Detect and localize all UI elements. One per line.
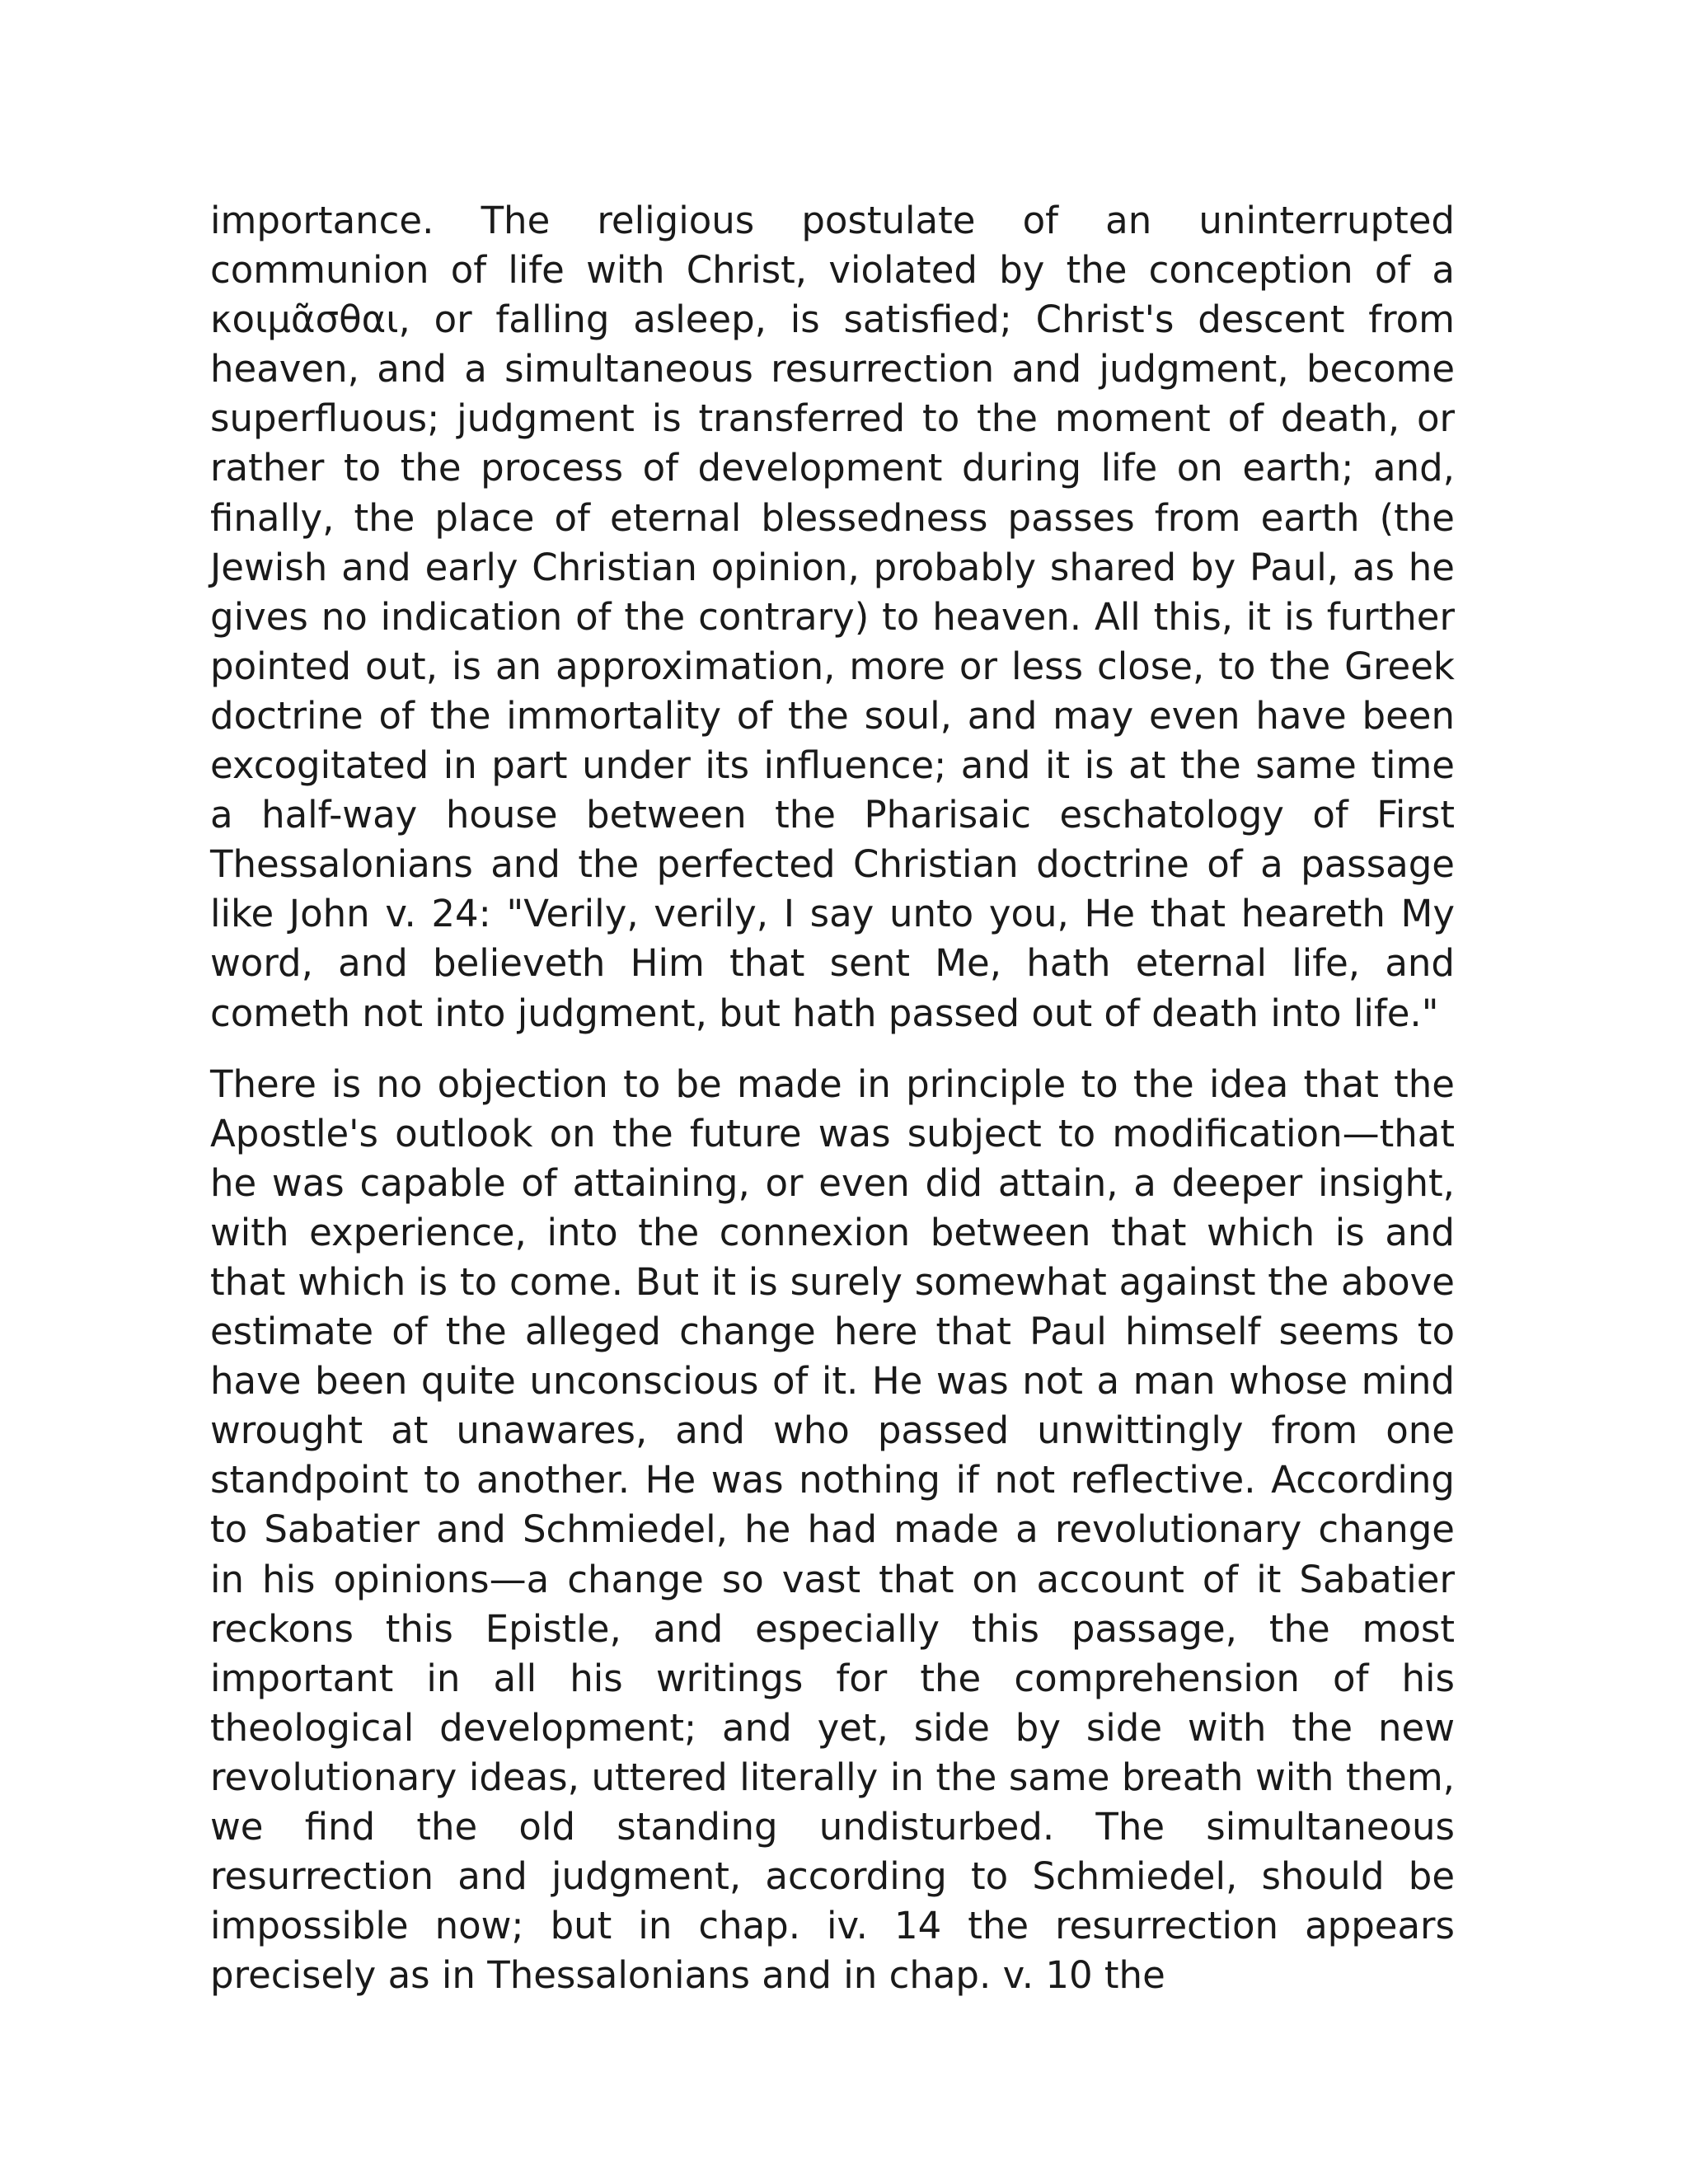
paragraph-1: importance. The religious postulate of an uninterrupted communion of life with Christ, violated by the conception of a κοιμᾶσθαι, or falling asleep, is satisfied; Christ's descent from heaven, and a simultaneous resurrection and judgment, become superfluous; judgment is transferred to the moment of death, or rather to the process of development during life on earth; and, finally, the place of eternal blessedness passes from earth (the Jewish and early Christian opinion, probably shared by Paul, as he gives no indication of the contrary) to heaven. All this, it is further pointed out, is an approximation, more or less close, to the Greek doctrine of the immortality of the soul, and may even have been excogitated in part under its influence; and it is at the same time a half-way house between the Pharisaic eschatology of First Thessalonians and the perfected Christian doctrine of a passage like John v. 24: "Verily, verily, I say unto you, He that heareth My word, and believeth Him that sent Me, hath eternal life, and cometh not into judgment, but hath passed out of death into life." bbox=[210, 199, 1455, 1035]
paragraph-2: There is no objection to be made in principle to the idea that the Apostle's outlook on the future was subject to modification—that he was capable of attaining, or even did attain, a deeper insight, with experience, into the connexion between that which is and that which is to come. But it is surely somewhat against the above estimate of the alleged change here that Paul himself seems to have been quite unconscious of it. He was not a man whose mind wrought at unawares, and who passed unwittingly from one standpoint to another. He was nothing if not reflective. According to Sabatier and Schmiedel, he had made a revolutionary change in his opinions—a change so vast that on account of it Sabatier reckons this Epistle, and especially this passage, the most important in all his writings for the comprehension of his theological development; and yet, side by side with the new revolutionary ideas, uttered literally in the same breath with them, we find the old standing undisturbed. The simultaneous resurrection and judgment, according to Schmiedel, should be impossible now; but in chap. iv. 14 the resurrection appears precisely as in Thessalonians and in chap. v. 10 the bbox=[210, 1062, 1455, 1998]
document-page bbox=[210, 196, 1455, 2000]
